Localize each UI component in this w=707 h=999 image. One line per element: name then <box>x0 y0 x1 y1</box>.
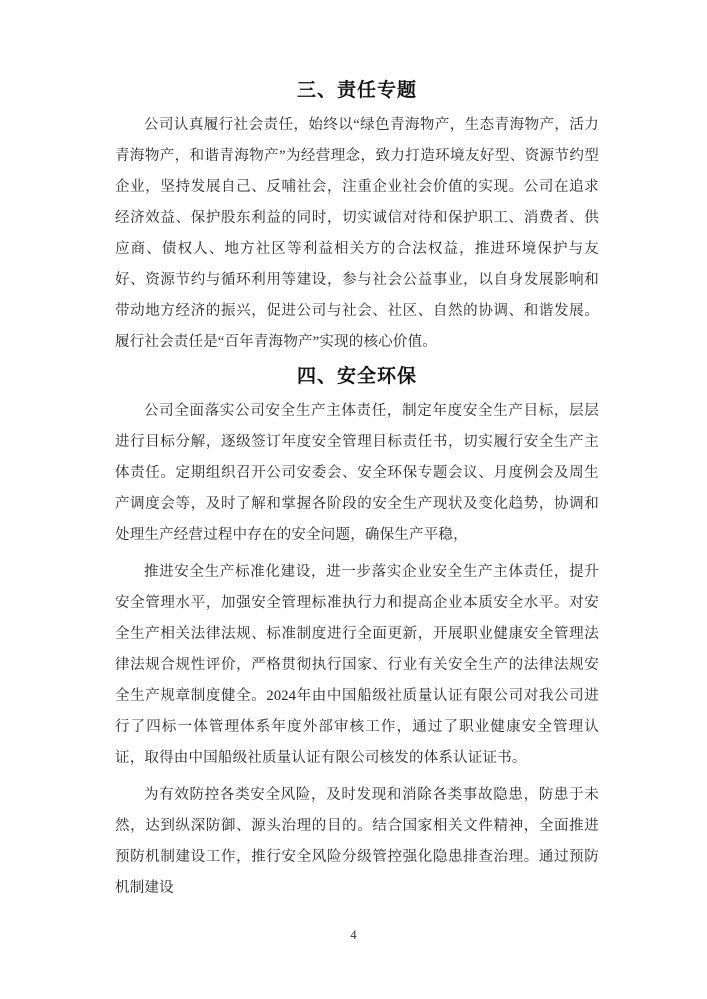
section-heading-responsibility-topics: 三、责任专题 <box>296 80 417 101</box>
paragraph-social-responsibility: 公司认真履行社会责任，始终以“绿色青海物产，生态青海物产，活力青海物产，和谐青海物产”为经营理念，致力打造环境友好型、资源节约型企业，坚持发展自己、反哺社会，注重企业社会价值的实现。公司在追求经济效益、保护股东利益的同时，切实诚信对待和保护职工、消费者、供应商、债权人、地方社区等利益相关方的合法权益，推进环境保护与友好、资源节约与循环利用等建设，参与社会公益事业，以自身发展影响和带动地方经济的振兴，促进公司与社会、社区、自然的协调、和谐发展。履行社会责任是“百年青海物产”实现的核心价值。 <box>115 117 599 350</box>
paragraph-safety-standardization: 推进安全生产标准化建设，进一步落实企业安全生产主体责任，提升安全管理水平，加强安全管理标准执行力和提高企业本质安全水平。对安全生产相关法律法规、标准制度进行全面更新，开展职业健康安全管理法律法规合规性评价，严格贯彻执行国家、行业有关安全生产的法律法规安全生产规章制度健全。2024年由中国船级社质量认证有限公司对我公司进行了四标一体管理体系年度外部审核工作，通过了职业健康安全管理认证，取得由中国船级社质量认证有限公司核发的体系认证证书。 <box>115 564 599 766</box>
page-number: 4 <box>350 928 357 942</box>
paragraph-risk-prevention: 为有效防控各类安全风险，及时发现和消除各类事故隐患，防患于未然，达到纵深防御、源头治理的目的。结合国家相关文件精神，全面推进预防机制建设工作，推行安全风险分级管控强化隐患排查治理。通过预防机制建设 <box>115 787 599 896</box>
section-heading-safety-environment: 四、安全环保 <box>296 366 417 387</box>
paragraph-safety-responsibility-system: 公司全面落实公司安全生产主体责任，制定年度安全生产目标，层层进行目标分解，逐级签订年度安全管理目标责任书，切实履行安全生产主体责任。定期组织召开公司安委会、安全环保专题会议、月度例会及周生产调度会等，及时了解和掌握各阶段的安全生产现状及变化趋势，协调和处理生产经营过程中存在的安全问题，确保生产平稳， <box>115 403 599 543</box>
